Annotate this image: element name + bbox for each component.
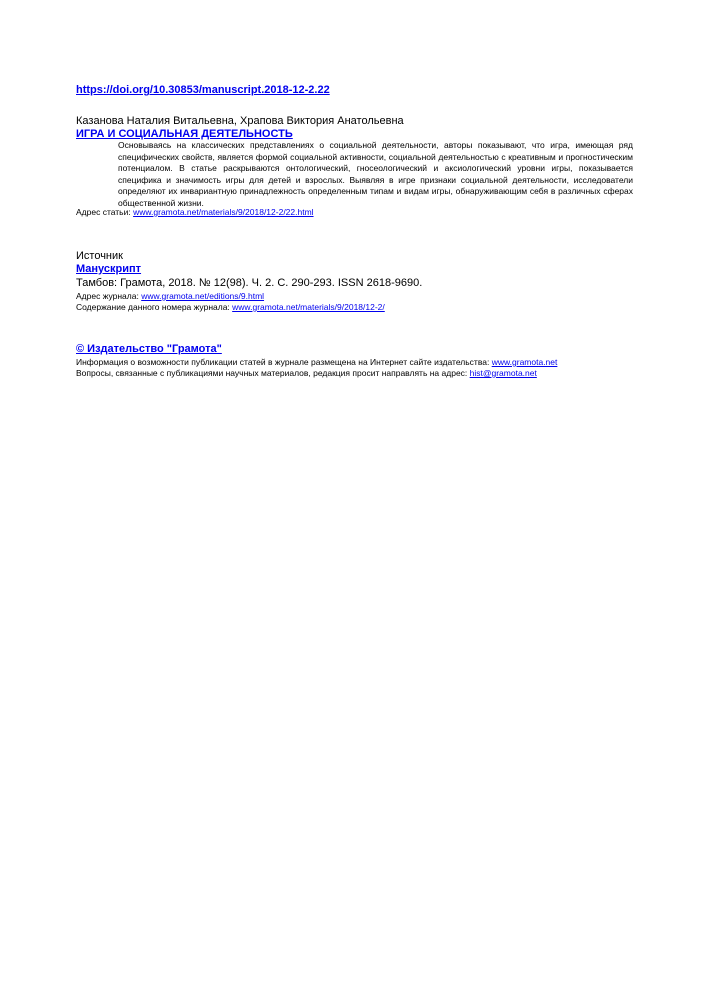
article-title-link[interactable]: ИГРА И СОЦИАЛЬНАЯ ДЕЯТЕЛЬНОСТЬ — [76, 128, 293, 140]
issue-content — [76, 302, 385, 312]
publication-info-text: Информация о возможности публикации статей в журнале размещена на Интернет сайте издательства: — [76, 357, 492, 367]
journal-address-label: Адрес журнала: — [76, 291, 142, 301]
publisher-site-link[interactable]: www.gramota.net — [491, 357, 558, 367]
publication-info — [76, 357, 557, 367]
authors: Казанова Наталия Витальевна, Храпова Виктория Анатольевна — [76, 115, 404, 127]
journal-address — [76, 291, 264, 301]
contact-info-text: Вопросы, связанные с публикациями научных материалов, редакция просит направлять на адрес: — [76, 368, 470, 378]
article-address-label: Адрес статьи: — [76, 207, 134, 217]
issue-content-label: Содержание данного номера журнала: — [76, 302, 233, 312]
article-address-link[interactable]: www.gramota.net/materials/9/2018/12-2/22.html — [133, 207, 314, 217]
source-citation: Тамбов: Грамота, 2018. № 12(98). Ч. 2. C. 290-293. ISSN 2618-9690. — [76, 277, 423, 289]
contact-info — [76, 368, 537, 378]
doi-link[interactable]: https://doi.org/10.30853/manuscript.2018-12-2.22 — [76, 84, 330, 96]
contact-email-link[interactable]: hist@gramota.net — [469, 368, 537, 378]
journal-link[interactable]: Манускрипт — [76, 263, 142, 275]
source-label: Источник — [76, 250, 123, 262]
journal-address-link[interactable]: www.gramota.net/editions/9.html — [141, 291, 265, 301]
issue-content-link[interactable]: www.gramota.net/materials/9/2018/12-2/ — [232, 302, 385, 312]
publisher-copyright-link[interactable]: © Издательство "Грамота" — [76, 343, 222, 355]
abstract: Основываясь на классических представлениях о социальной деятельности, авторы показывают, что игра, имеющая ряд специфических свойств, является формой социальной активности, социальной деятельностью с креативным и прогностическим потенциалом. В статье раскрываются онтологический, гносеологический и аксиологический уровни игры, показывается специфика и значимость игры для детей и взрослых. Выявляя в игре признаки социальной деятельности, исследователи определяют их инвариантную принадлежность определенным типам и видам игры, обнаруживающим себя в различных сферах общественной жизни. — [118, 140, 633, 208]
article-address — [76, 207, 314, 217]
